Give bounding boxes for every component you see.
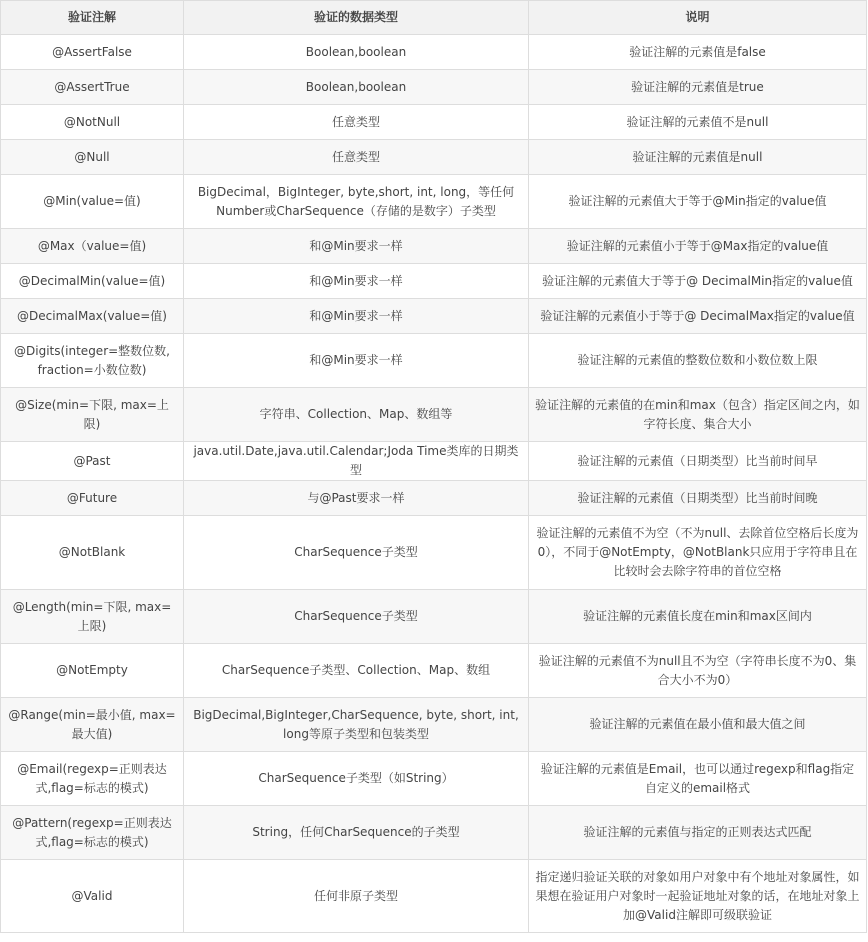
table-row (1, 752, 867, 806)
cell-annotation: @Size(min=下限, max=上限) (1, 388, 184, 442)
cell-data-type: CharSequence子类型、Collection、Map、数组 (184, 644, 529, 698)
cell-annotation: @Pattern(regexp=正则表达式,flag=标志的模式) (1, 806, 184, 860)
cell-annotation: @Valid (1, 860, 184, 933)
cell-description: 验证注解的元素值大于等于@Min指定的value值 (529, 175, 867, 229)
cell-data-type: 和@Min要求一样 (184, 264, 529, 299)
cell-annotation: @Min(value=值) (1, 175, 184, 229)
cell-annotation: @Length(min=下限, max=上限) (1, 590, 184, 644)
table-row (1, 698, 867, 752)
cell-annotation: @Email(regexp=正则表达式,flag=标志的模式) (1, 752, 184, 806)
cell-description: 验证注解的元素值（日期类型）比当前时间晚 (529, 481, 867, 516)
cell-data-type: BigDecimal,BigInteger,CharSequence, byte, short, int, long等原子类型和包装类型 (184, 698, 529, 752)
cell-data-type: Boolean,boolean (184, 70, 529, 105)
table-row (1, 229, 867, 264)
cell-data-type: 和@Min要求一样 (184, 299, 529, 334)
cell-data-type: CharSequence子类型（如String） (184, 752, 529, 806)
cell-annotation: @Future (1, 481, 184, 516)
cell-annotation: @Range(min=最小值, max=最大值) (1, 698, 184, 752)
cell-data-type: String，任何CharSequence的子类型 (184, 806, 529, 860)
table-row (1, 442, 867, 481)
cell-data-type: 任何非原子类型 (184, 860, 529, 933)
cell-data-type: 任意类型 (184, 140, 529, 175)
cell-data-type: 与@Past要求一样 (184, 481, 529, 516)
table-row (1, 70, 867, 105)
cell-annotation: @AssertTrue (1, 70, 184, 105)
cell-description: 验证注解的元素值（日期类型）比当前时间早 (529, 442, 867, 481)
cell-annotation: @DecimalMax(value=值) (1, 299, 184, 334)
table-row (1, 175, 867, 229)
table-row (1, 516, 867, 590)
header-annotation: 验证注解 (1, 1, 184, 35)
cell-data-type: CharSequence子类型 (184, 590, 529, 644)
header-data-type: 验证的数据类型 (184, 1, 529, 35)
cell-description: 验证注解的元素值的在min和max（包含）指定区间之内，如字符长度、集合大小 (529, 388, 867, 442)
table-header-row (1, 1, 867, 35)
cell-annotation: @Null (1, 140, 184, 175)
cell-description: 验证注解的元素值长度在min和max区间内 (529, 590, 867, 644)
cell-description: 验证注解的元素值是true (529, 70, 867, 105)
cell-data-type: BigDecimal，BigInteger, byte,short, int, long，等任何Number或CharSequence（存储的是数字）子类型 (184, 175, 529, 229)
cell-description: 验证注解的元素值不是null (529, 105, 867, 140)
table-row (1, 481, 867, 516)
cell-annotation: @NotNull (1, 105, 184, 140)
cell-description: 验证注解的元素值小于等于@Max指定的value值 (529, 229, 867, 264)
table-row (1, 860, 867, 933)
cell-description: 验证注解的元素值的整数位数和小数位数上限 (529, 334, 867, 388)
table-row (1, 140, 867, 175)
cell-description: 验证注解的元素值与指定的正则表达式匹配 (529, 806, 867, 860)
cell-annotation: @AssertFalse (1, 35, 184, 70)
cell-data-type: Boolean,boolean (184, 35, 529, 70)
cell-annotation: @Past (1, 442, 184, 481)
cell-annotation: @DecimalMin(value=值) (1, 264, 184, 299)
cell-data-type: 字符串、Collection、Map、数组等 (184, 388, 529, 442)
cell-description: 验证注解的元素值大于等于@ DecimalMin指定的value值 (529, 264, 867, 299)
cell-description: 验证注解的元素值不为null且不为空（字符串长度不为0、集合大小不为0） (529, 644, 867, 698)
table-row (1, 299, 867, 334)
table-row (1, 644, 867, 698)
cell-description: 验证注解的元素值是false (529, 35, 867, 70)
table-row (1, 590, 867, 644)
cell-description: 验证注解的元素值不为空（不为null、去除首位空格后长度为0），不同于@NotEmpty，@NotBlank只应用于字符串且在比较时会去除字符串的首位空格 (529, 516, 867, 590)
header-description: 说明 (529, 1, 867, 35)
cell-annotation: @NotEmpty (1, 644, 184, 698)
table-row (1, 264, 867, 299)
cell-annotation: @Max（value=值) (1, 229, 184, 264)
table-row (1, 334, 867, 388)
cell-description: 验证注解的元素值是null (529, 140, 867, 175)
cell-annotation: @Digits(integer=整数位数, fraction=小数位数) (1, 334, 184, 388)
cell-description: 验证注解的元素值是Email，也可以通过regexp和flag指定自定义的email格式 (529, 752, 867, 806)
cell-data-type: 和@Min要求一样 (184, 334, 529, 388)
cell-description: 指定递归验证关联的对象如用户对象中有个地址对象属性，如果想在验证用户对象时一起验证地址对象的话，在地址对象上加@Valid注解即可级联验证 (529, 860, 867, 933)
cell-description: 验证注解的元素值在最小值和最大值之间 (529, 698, 867, 752)
cell-data-type: java.util.Date,java.util.Calendar;Joda Time类库的日期类型 (184, 442, 529, 481)
table-row (1, 388, 867, 442)
cell-data-type: CharSequence子类型 (184, 516, 529, 590)
table-row (1, 105, 867, 140)
cell-data-type: 和@Min要求一样 (184, 229, 529, 264)
cell-description: 验证注解的元素值小于等于@ DecimalMax指定的value值 (529, 299, 867, 334)
table-row (1, 35, 867, 70)
cell-annotation: @NotBlank (1, 516, 184, 590)
cell-data-type: 任意类型 (184, 105, 529, 140)
table-row (1, 806, 867, 860)
